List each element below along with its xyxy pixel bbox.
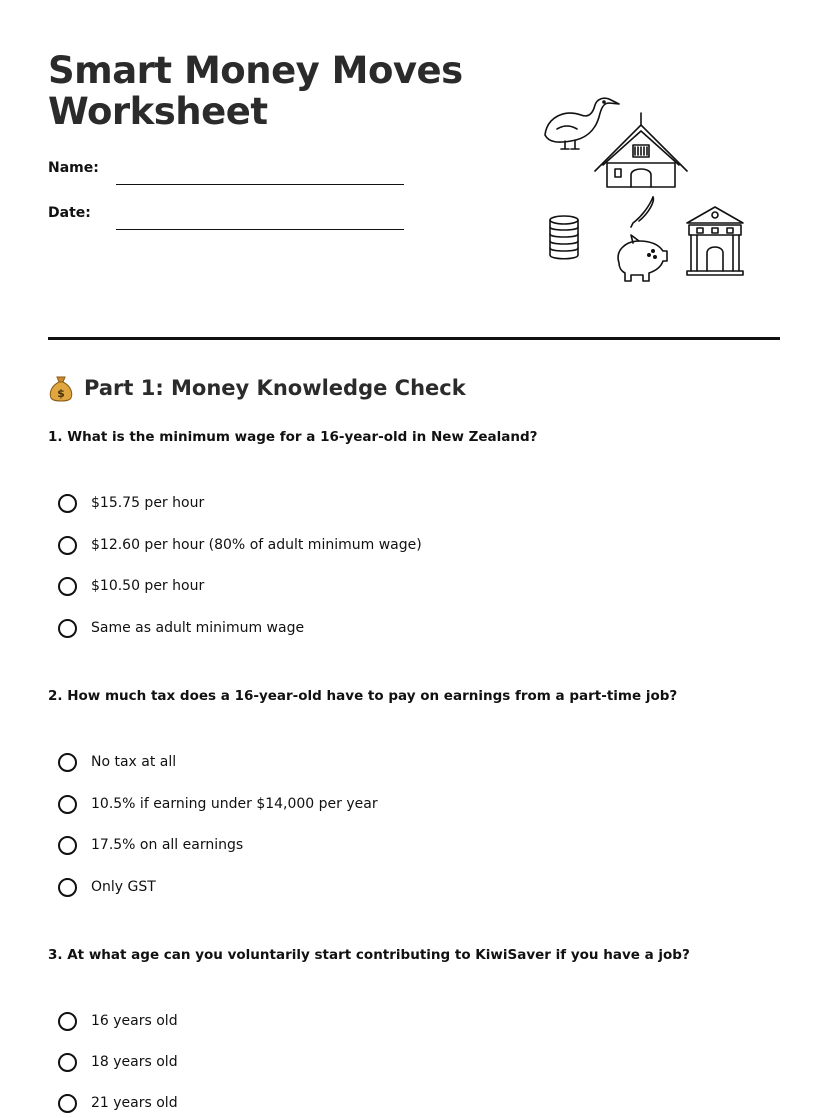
kiwi-bird-icon xyxy=(545,98,619,149)
q2-option-a[interactable] xyxy=(58,750,176,774)
option-label: Only GST xyxy=(91,879,156,895)
q1-option-b[interactable] xyxy=(58,533,422,557)
option-label: 21 years old xyxy=(91,1095,178,1111)
part1-title xyxy=(48,373,466,403)
radio-button[interactable] xyxy=(58,577,77,596)
radio-button[interactable] xyxy=(58,836,77,855)
piggy-bank-icon xyxy=(618,235,667,281)
option-label: 18 years old xyxy=(91,1054,178,1070)
q3-option-b[interactable] xyxy=(58,1050,178,1074)
radio-button[interactable] xyxy=(58,494,77,513)
bank-building-icon xyxy=(687,207,743,275)
name-label: Name: xyxy=(48,160,99,176)
coin-stack-icon xyxy=(550,216,578,259)
option-label: No tax at all xyxy=(91,754,177,770)
svg-text:$: $ xyxy=(57,387,65,400)
part1-title-text: Part 1: Money Knowledge Check xyxy=(84,376,466,400)
illustration-cluster xyxy=(535,85,750,295)
name-line[interactable] xyxy=(116,184,404,185)
option-label: $15.75 per hour xyxy=(91,495,205,511)
q1-option-d[interactable] xyxy=(58,616,304,640)
date-field[interactable] xyxy=(48,205,408,235)
q1-option-a[interactable] xyxy=(58,491,204,515)
q2-option-c[interactable] xyxy=(58,833,243,857)
marae-house-icon xyxy=(595,113,687,187)
page-title xyxy=(48,50,463,132)
radio-button[interactable] xyxy=(58,1094,77,1113)
radio-button[interactable] xyxy=(58,536,77,555)
q2-option-b[interactable] xyxy=(58,792,378,816)
radio-button[interactable] xyxy=(58,795,77,814)
question-3: 3. At what age can you voluntarily start contributing to KiwiSaver if you have a job? xyxy=(48,947,690,963)
radio-button[interactable] xyxy=(58,753,77,772)
title-line-2: Worksheet xyxy=(48,90,268,133)
feather-icon xyxy=(631,197,653,227)
q1-option-c[interactable] xyxy=(58,574,204,598)
radio-button[interactable] xyxy=(58,878,77,897)
date-line[interactable] xyxy=(116,229,404,230)
radio-button[interactable] xyxy=(58,1053,77,1072)
q3-option-c[interactable] xyxy=(58,1091,178,1115)
option-label: Same as adult minimum wage xyxy=(91,620,305,636)
radio-button[interactable] xyxy=(58,619,77,638)
radio-button[interactable] xyxy=(58,1012,77,1031)
section-divider xyxy=(48,337,780,340)
date-label: Date: xyxy=(48,205,91,221)
title-line-1: Smart Money Moves xyxy=(48,49,463,92)
option-label: 16 years old xyxy=(91,1013,178,1029)
q3-option-a[interactable] xyxy=(58,1009,178,1033)
option-label: $12.60 per hour (80% of adult minimum wage) xyxy=(91,537,422,553)
option-label: 10.5% if earning under $14,000 per year xyxy=(91,796,378,812)
question-2: 2. How much tax does a 16-year-old have to pay on earnings from a part-time job? xyxy=(48,688,678,704)
option-label: $10.50 per hour xyxy=(91,578,205,594)
name-field[interactable] xyxy=(48,160,408,190)
question-1: 1. What is the minimum wage for a 16-year-old in New Zealand? xyxy=(48,429,538,445)
option-label: 17.5% on all earnings xyxy=(91,837,244,853)
q2-option-d[interactable] xyxy=(58,875,156,899)
money-bag-icon xyxy=(48,373,74,403)
